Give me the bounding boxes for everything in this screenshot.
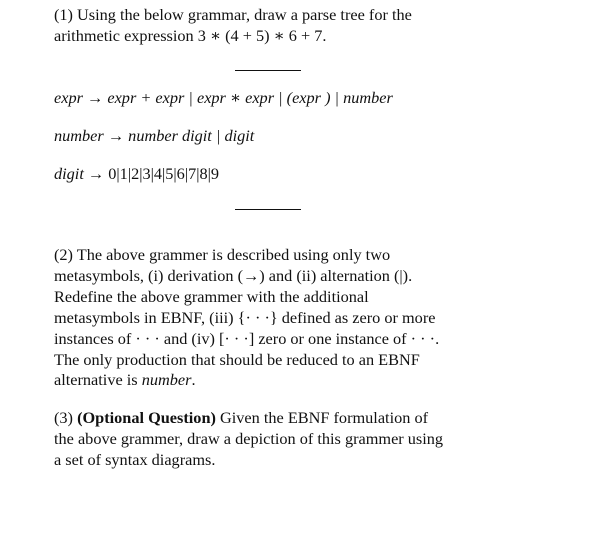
question-2-line: The only production that should be reduced to an EBNF <box>54 349 420 369</box>
question-1-line: (1) Using the below grammar, draw a parse tree for the <box>54 5 412 24</box>
rule-rhs: number digit | digit <box>128 126 255 145</box>
optional-question-label: (Optional Question) <box>77 408 216 427</box>
grammar-bottom-divider <box>235 209 301 210</box>
rule-lhs: digit <box>54 164 84 183</box>
question-2-line: (2) The above grammer is described using only two <box>54 245 391 264</box>
question-1-line: arithmetic expression 3 ∗ (4 + 5) ∗ 6 + 7. <box>54 25 327 45</box>
question-2 <box>54 245 494 391</box>
question-2-last-suffix: . <box>191 370 196 390</box>
rule-lhs: expr <box>54 88 83 107</box>
grammar-rule-expr <box>54 88 393 108</box>
derivation-arrow: → <box>83 164 109 183</box>
grammar-rule-digit <box>54 164 219 184</box>
question-3-line: the above grammer, draw a depiction of this grammer using <box>54 428 444 448</box>
question-2-line: Redefine the above grammer with the additional <box>54 286 369 306</box>
question-3-line: a set of syntax diagrams. <box>54 449 216 469</box>
question-2-line: instances of · · · and (iv) [· · ·] zero or one instance of · · ·. <box>54 328 440 348</box>
question-3-line-first <box>54 408 494 429</box>
question-2-line: metasymbols in EBNF, (iii) {· · ·} defined as zero or more <box>54 307 436 327</box>
question-2-line: metasymbols, (i) derivation (→) and (ii) alternation (|). <box>54 265 413 285</box>
rule-lhs: number <box>54 126 104 145</box>
grammar-rule-number <box>54 126 254 146</box>
question-2-last-prefix: alternative is <box>54 370 142 390</box>
question-3 <box>54 408 494 471</box>
derivation-arrow: → <box>103 126 129 145</box>
grammar-top-divider <box>235 70 301 71</box>
question-2-line-last <box>54 370 494 391</box>
question-3-prefix: (3) <box>54 408 78 427</box>
derivation-arrow: → <box>82 88 108 107</box>
rule-rhs: 0|1|2|3|4|5|6|7|8|9 <box>108 164 220 183</box>
question-3-first-rest: Given the EBNF formulation of <box>215 408 429 427</box>
question-1 <box>54 5 494 47</box>
question-2-term: number <box>141 370 192 390</box>
rule-rhs: expr + expr | expr ∗ expr | (expr ) | number <box>107 88 393 107</box>
